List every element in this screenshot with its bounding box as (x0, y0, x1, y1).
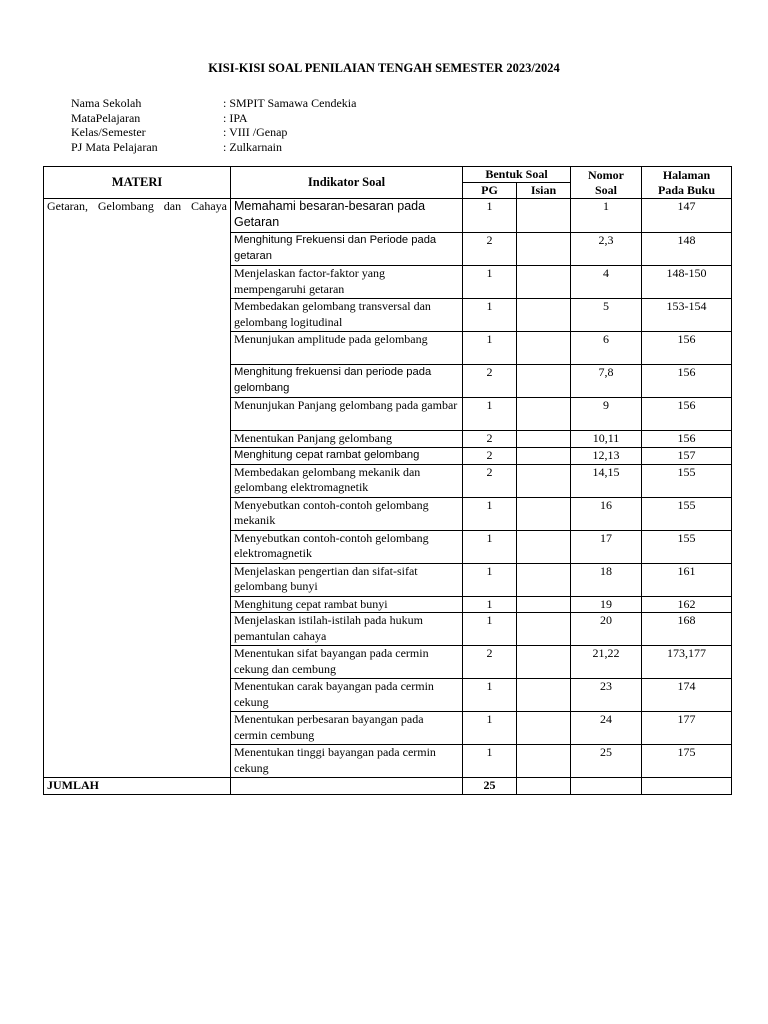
info-label: PJ Mata Pelajaran (71, 140, 158, 155)
halaman-cell: 162 (642, 596, 732, 613)
header-isian: Isian (517, 183, 571, 199)
halaman-cell: 157 (642, 447, 732, 464)
pg-cell: 1 (463, 398, 517, 431)
indikator-cell: Menyebutkan contoh-contoh gelombang elektromagnetik (231, 530, 463, 563)
halaman-cell: 174 (642, 679, 732, 712)
info-value: : Zulkarnain (223, 140, 282, 155)
indikator-cell: Menunjukan amplitude pada gelombang (231, 332, 463, 365)
indikator-cell: Menyebutkan contoh-contoh gelombang mekanik (231, 497, 463, 530)
pg-cell: 2 (463, 464, 517, 497)
indikator-cell: Menjelaskan pengertian dan sifat-sifat gelombang bunyi (231, 563, 463, 596)
pg-cell: 2 (463, 431, 517, 448)
info-row (71, 125, 356, 140)
header-halaman (642, 167, 732, 199)
total-row (44, 777, 732, 794)
halaman-cell: 173,177 (642, 646, 732, 679)
halaman-cell: 155 (642, 497, 732, 530)
isian-cell (517, 398, 571, 431)
total-indikator-cell (231, 777, 463, 794)
isian-cell (517, 497, 571, 530)
isian-cell (517, 332, 571, 365)
info-value: : VIII /Genap (223, 125, 288, 140)
halaman-cell: 168 (642, 613, 732, 646)
nomor-cell: 14,15 (571, 464, 642, 497)
indikator-cell: Menentukan sifat bayangan pada cermin cekung dan cembung (231, 646, 463, 679)
indikator-cell: Membedakan gelombang transversal dan gelombang logitudinal (231, 299, 463, 332)
pg-cell: 2 (463, 233, 517, 266)
header-row (44, 167, 732, 183)
pg-cell: 1 (463, 299, 517, 332)
halaman-cell: 161 (642, 563, 732, 596)
document-title: KISI-KISI SOAL PENILAIAN TENGAH SEMESTER 2023/2024 (208, 61, 560, 75)
isian-cell (517, 613, 571, 646)
isian-cell (517, 464, 571, 497)
pg-cell: 1 (463, 266, 517, 299)
indikator-cell: Menentukan Panjang gelombang (231, 431, 463, 448)
header-indikator: Indikator Soal (231, 167, 463, 199)
nomor-cell: 16 (571, 497, 642, 530)
indikator-cell: Menentukan tinggi bayangan pada cermin cekung (231, 745, 463, 778)
info-row (71, 96, 356, 111)
indikator-cell: Memahami besaran-besaran pada Getaran (231, 199, 463, 233)
halaman-cell: 147 (642, 199, 732, 233)
nomor-cell: 1 (571, 199, 642, 233)
pg-cell: 1 (463, 332, 517, 365)
isian-cell (517, 431, 571, 448)
pg-cell: 1 (463, 530, 517, 563)
info-row (71, 111, 356, 126)
materi-cell: Getaran, Gelombang dan Cahaya (44, 199, 231, 778)
indikator-cell: Menjelaskan istilah-istilah pada hukum pemantulan cahaya (231, 613, 463, 646)
indikator-cell: Menghitung Frekuensi dan Periode pada getaran (231, 233, 463, 266)
header-bentuk-soal: Bentuk Soal (463, 167, 571, 183)
pg-cell: 2 (463, 365, 517, 398)
info-value: : IPA (223, 110, 248, 125)
halaman-cell: 156 (642, 332, 732, 365)
pg-cell: 1 (463, 712, 517, 745)
nomor-cell: 19 (571, 596, 642, 613)
info-row (71, 140, 356, 155)
header-pg: PG (463, 183, 517, 199)
header-nomor-soal (571, 167, 642, 199)
isian-cell (517, 745, 571, 778)
pg-cell: 2 (463, 447, 517, 464)
halaman-cell: 156 (642, 431, 732, 448)
isian-cell (517, 233, 571, 266)
nomor-cell: 5 (571, 299, 642, 332)
isian-cell (517, 679, 571, 712)
nomor-cell: 21,22 (571, 646, 642, 679)
indikator-cell: Membedakan gelombang mekanik dan gelombang elektromagnetik (231, 464, 463, 497)
isian-cell (517, 365, 571, 398)
info-label: Kelas/Semester (71, 125, 146, 140)
halaman-cell: 155 (642, 464, 732, 497)
nomor-cell: 18 (571, 563, 642, 596)
table-body (44, 199, 732, 795)
isian-cell (517, 447, 571, 464)
nomor-cell: 12,13 (571, 447, 642, 464)
total-pg: 25 (463, 777, 517, 794)
halaman-cell: 177 (642, 712, 732, 745)
halaman-cell: 155 (642, 530, 732, 563)
indikator-cell: Menghitung cepat rambat bunyi (231, 596, 463, 613)
halaman-cell: 153-154 (642, 299, 732, 332)
nomor-cell: 4 (571, 266, 642, 299)
isian-cell (517, 563, 571, 596)
indikator-cell: Menunjukan Panjang gelombang pada gambar (231, 398, 463, 431)
header-halaman-line2: Pada Buku (658, 182, 716, 197)
nomor-cell: 23 (571, 679, 642, 712)
pg-cell: 1 (463, 497, 517, 530)
pg-cell: 1 (463, 199, 517, 233)
info-value: : SMPIT Samawa Cendekia (223, 96, 357, 110)
isian-cell (517, 646, 571, 679)
kisi-kisi-table (43, 166, 732, 795)
nomor-cell: 25 (571, 745, 642, 778)
pg-cell: 2 (463, 646, 517, 679)
halaman-cell: 156 (642, 365, 732, 398)
table-row (44, 199, 732, 233)
halaman-cell: 148-150 (642, 266, 732, 299)
indikator-cell: Menentukan carak bayangan pada cermin cekung (231, 679, 463, 712)
isian-cell (517, 299, 571, 332)
halaman-cell: 156 (642, 398, 732, 431)
isian-cell (517, 596, 571, 613)
header-materi: MATERI (44, 167, 231, 199)
halaman-cell: 175 (642, 745, 732, 778)
total-isian-cell (517, 777, 571, 794)
pg-cell: 1 (463, 679, 517, 712)
pg-cell: 1 (463, 613, 517, 646)
pg-cell: 1 (463, 745, 517, 778)
nomor-cell: 24 (571, 712, 642, 745)
nomor-cell: 7,8 (571, 365, 642, 398)
header-halaman-line1: Halaman (662, 167, 711, 182)
indikator-cell: Menghitung frekuensi dan periode pada gelombang (231, 365, 463, 398)
indikator-cell: Menjelaskan factor-faktor yang mempengaruhi getaran (231, 266, 463, 299)
nomor-cell: 20 (571, 613, 642, 646)
nomor-cell: 9 (571, 398, 642, 431)
nomor-cell: 6 (571, 332, 642, 365)
pg-cell: 1 (463, 563, 517, 596)
halaman-cell: 148 (642, 233, 732, 266)
isian-cell (517, 712, 571, 745)
nomor-cell: 2,3 (571, 233, 642, 266)
total-label: JUMLAH (44, 777, 231, 794)
header-nomor-line1: Nomor (588, 167, 625, 182)
isian-cell (517, 266, 571, 299)
nomor-cell: 10,11 (571, 431, 642, 448)
indikator-cell: Menghitung cepat rambat gelombang (231, 447, 463, 464)
indikator-cell: Menentukan perbesaran bayangan pada cermin cembung (231, 712, 463, 745)
isian-cell (517, 530, 571, 563)
pg-cell: 1 (463, 596, 517, 613)
isian-cell (517, 199, 571, 233)
total-halaman-cell (642, 777, 732, 794)
school-info (71, 96, 356, 155)
header-nomor-line2: Soal (595, 182, 618, 197)
info-label: MataPelajaran (71, 110, 141, 125)
total-nomor-cell (571, 777, 642, 794)
info-label: Nama Sekolah (71, 96, 142, 110)
nomor-cell: 17 (571, 530, 642, 563)
